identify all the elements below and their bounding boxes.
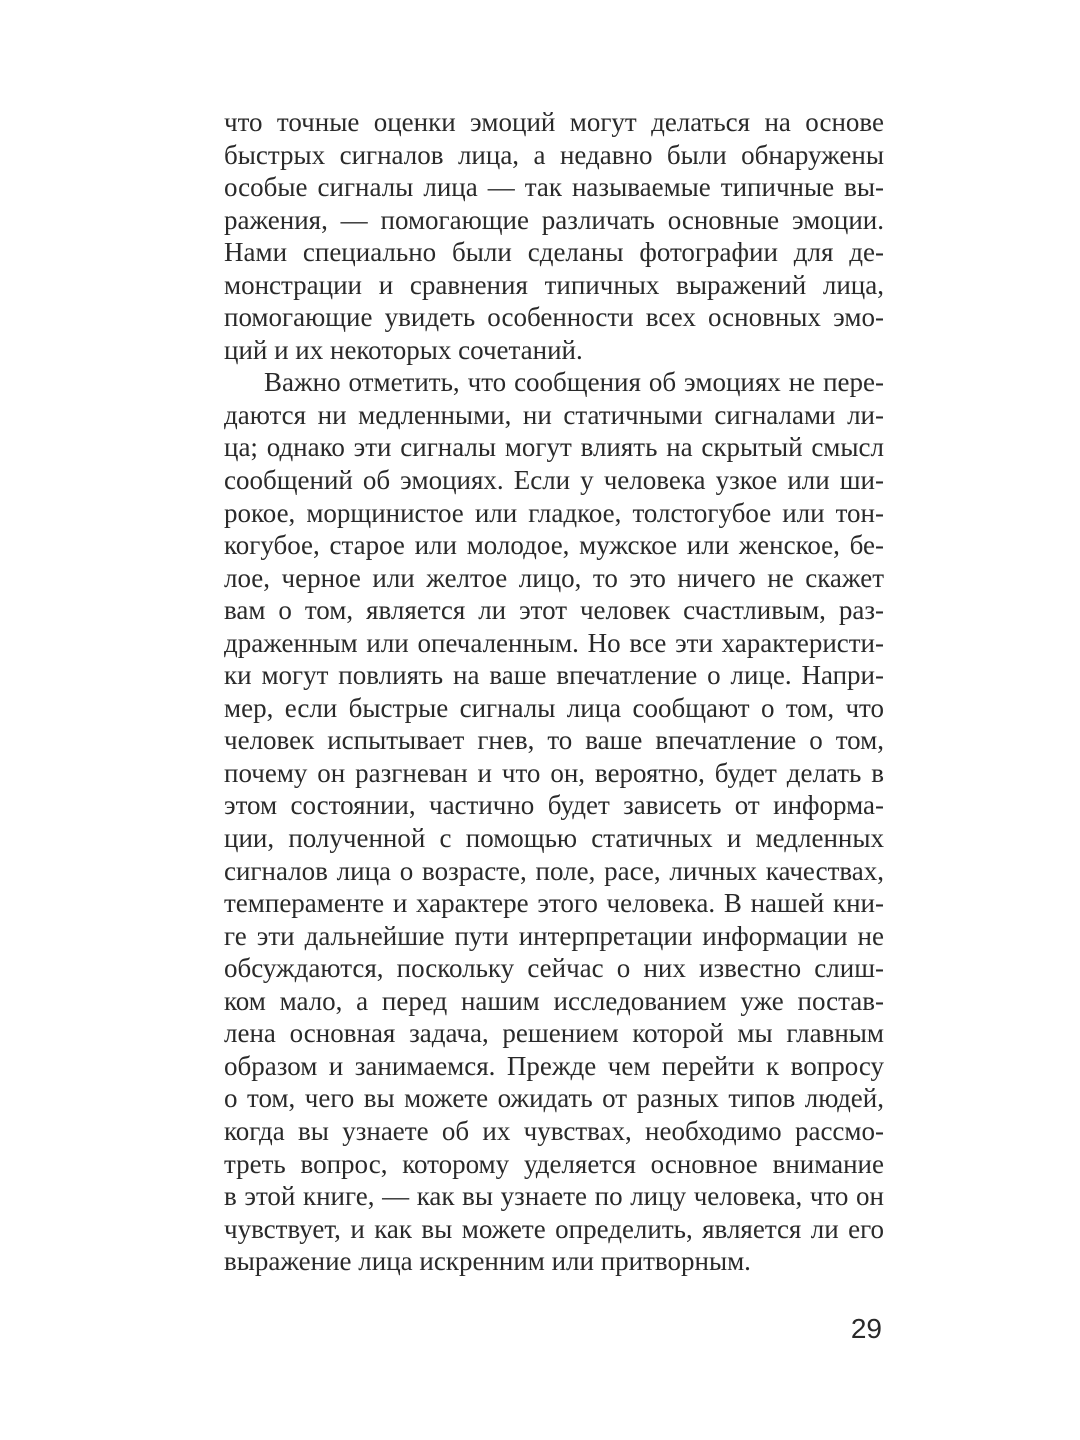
text-line: выражение лица искренним или притворным. [224, 1246, 751, 1277]
text-line: человек испытывает гнев, то ваше впечатление о том, [224, 725, 884, 756]
text-line: ражения, — помогающие различать основные эмоции. [224, 204, 884, 235]
text-line: образом и занимаемся. Прежде чем перейти к вопросу [224, 1050, 884, 1081]
text-line: лое, черное или желтое лицо, то это ничего не скажет [224, 562, 884, 593]
text-line: ком мало, а перед нашим исследованием уже постав- [224, 985, 884, 1016]
text-line: даются ни медленными, ни статичными сигналами ли- [224, 399, 884, 430]
text-line: этом состоянии, частично будет зависеть от информа- [224, 790, 884, 821]
text-line: Нами специально были сделаны фотографии для де- [224, 237, 884, 268]
text-line: в этой книге, — как вы узнаете по лицу человека, что он [224, 1181, 884, 1212]
text-line: что точные оценки эмоций могут делаться на основе [224, 107, 884, 137]
text-line: ций и их некоторых сочетаний. [224, 334, 583, 365]
text-line: треть вопрос, которому уделяется основное внимание [224, 1148, 884, 1179]
text-line: ге эти дальнейшие пути интерпретации информации не [224, 920, 884, 951]
text-line: сигналов лица о возрасте, поле, расе, личных качествах, [224, 855, 884, 886]
text-line: темпераменте и характере этого человека. В нашей кни- [224, 888, 884, 919]
text-line: мер, если быстрые сигналы лица сообщают о том, что [224, 692, 884, 723]
text-line: ца; однако эти сигналы могут влиять на скрытый смысл [224, 432, 884, 463]
text-line: драженным или опечаленным. Но все эти характеристи- [224, 627, 884, 658]
text-line: почему он разгневан и что он, вероятно, будет делать в [224, 757, 884, 788]
body-text [224, 106, 884, 1278]
text-line: сообщений об эмоциях. Если у человека узкое или ши- [224, 465, 884, 496]
text-line: особые сигналы лица — так называемые типичные вы- [224, 172, 884, 203]
text-line: рокое, морщинистое или гладкое, толстогубое или тон- [224, 497, 884, 528]
paragraph [224, 106, 884, 366]
page-number: 29 [850, 1313, 882, 1344]
text-line: Важно отметить, что сообщения об эмоциях не пере- [264, 367, 884, 398]
paragraph [224, 366, 884, 1277]
text-line: быстрых сигналов лица, а недавно были обнаружены [224, 139, 884, 170]
text-line: ки могут повлиять на ваше впечатление о лице. Напри- [224, 660, 884, 691]
text-line: обсуждаются, поскольку сейчас о них известно слиш- [224, 953, 884, 984]
text-line: чувствует, и как вы можете определить, является ли его [224, 1213, 884, 1244]
text-line: помогающие увидеть особенности всех основных эмо- [224, 302, 884, 333]
text-line: ции, полученной с помощью статичных и медленных [224, 823, 884, 854]
text-line: когубое, старое или молодое, мужское или женское, бе- [224, 530, 884, 561]
text-line: вам о том, является ли этот человек счастливым, раз- [224, 595, 884, 626]
text-line: когда вы узнаете об их чувствах, необходимо рассмо- [224, 1115, 884, 1146]
text-line: о том, чего вы можете ожидать от разных типов людей, [224, 1083, 884, 1114]
text-line: монстрации и сравнения типичных выражений лица, [224, 269, 884, 300]
text-line: лена основная задача, решением которой мы главным [224, 1018, 884, 1049]
